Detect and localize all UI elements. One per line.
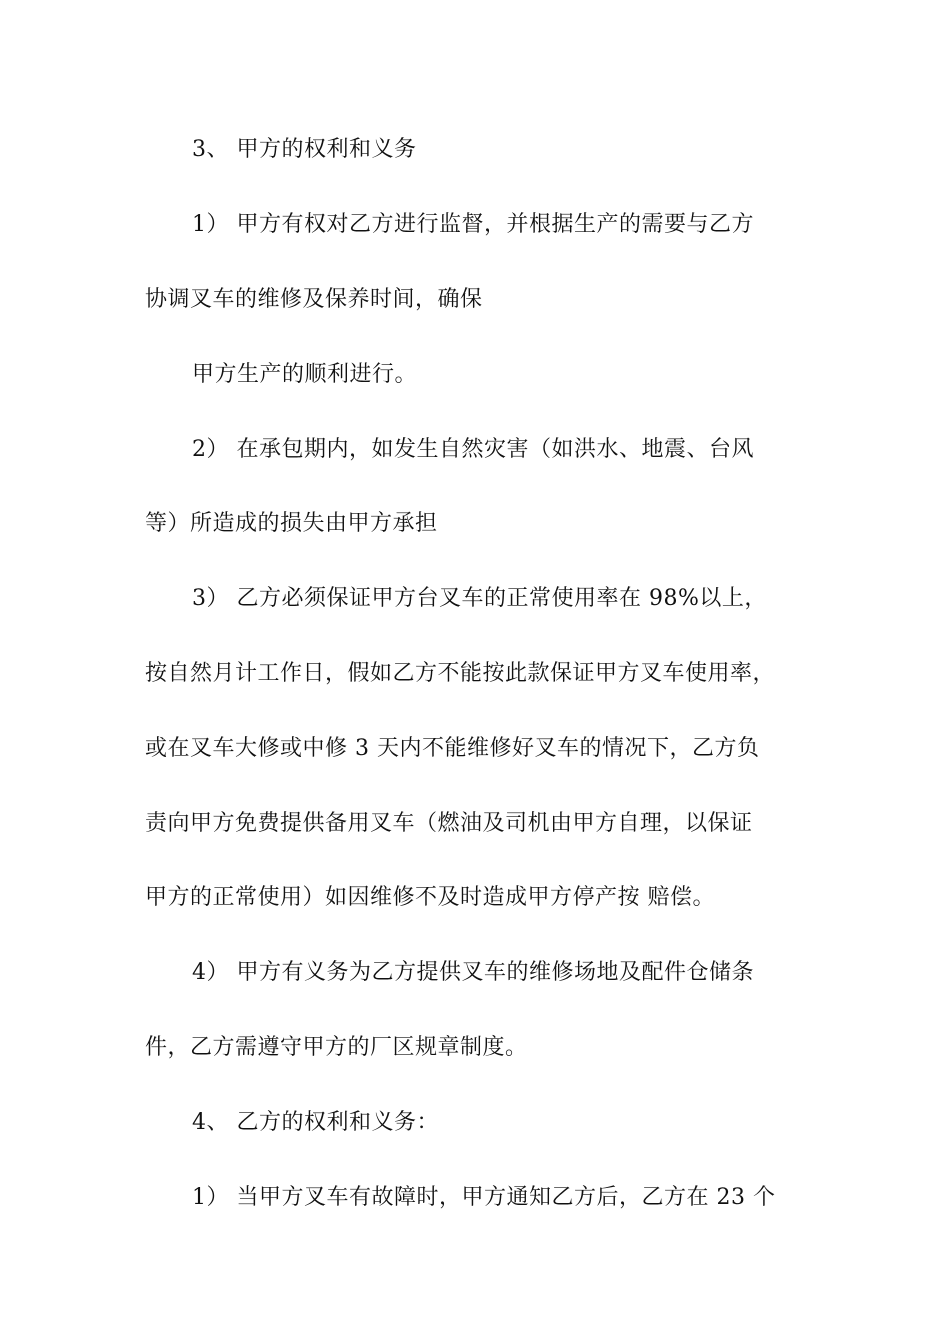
paragraph-line: 按自然月计工作日，假如乙方不能按此款保证甲方叉车使用率， <box>145 661 776 686</box>
paragraph-line: 责向甲方免费提供备用叉车（燃油及司机由甲方自理，以保证 <box>145 811 753 836</box>
section-heading-3: 3、 甲方的权利和义务 <box>192 137 417 162</box>
paragraph-line: 甲方生产的顺利进行。 <box>192 362 418 387</box>
paragraph-line: 1） 甲方有权对乙方进行监督，并根据生产的需要与乙方 <box>192 212 754 237</box>
paragraph-line: 协调叉车的维修及保养时间，确保 <box>145 287 483 312</box>
paragraph-line: 4） 甲方有义务为乙方提供叉车的维修场地及配件仓储条 <box>192 960 754 985</box>
paragraph-line: 1） 当甲方叉车有故障时，甲方通知乙方后，乙方在 23 个 <box>192 1185 776 1210</box>
paragraph-line: 2） 在承包期内，如发生自然灾害（如洪水、地震、台风 <box>192 437 754 462</box>
paragraph-line: 甲方的正常使用）如因维修不及时造成甲方停产按 赔偿。 <box>145 885 715 910</box>
paragraph-line: 件，乙方需遵守甲方的厂区规章制度。 <box>145 1035 528 1060</box>
paragraph-line: 3） 乙方必须保证甲方台叉车的正常使用率在 98%以上， <box>192 586 767 611</box>
paragraph-line: 等）所造成的损失由甲方承担 <box>145 511 438 536</box>
paragraph-line: 或在叉车大修或中修 3 天内不能维修好叉车的情况下，乙方负 <box>145 736 760 761</box>
section-heading-4: 4、 乙方的权利和义务： <box>192 1110 439 1135</box>
